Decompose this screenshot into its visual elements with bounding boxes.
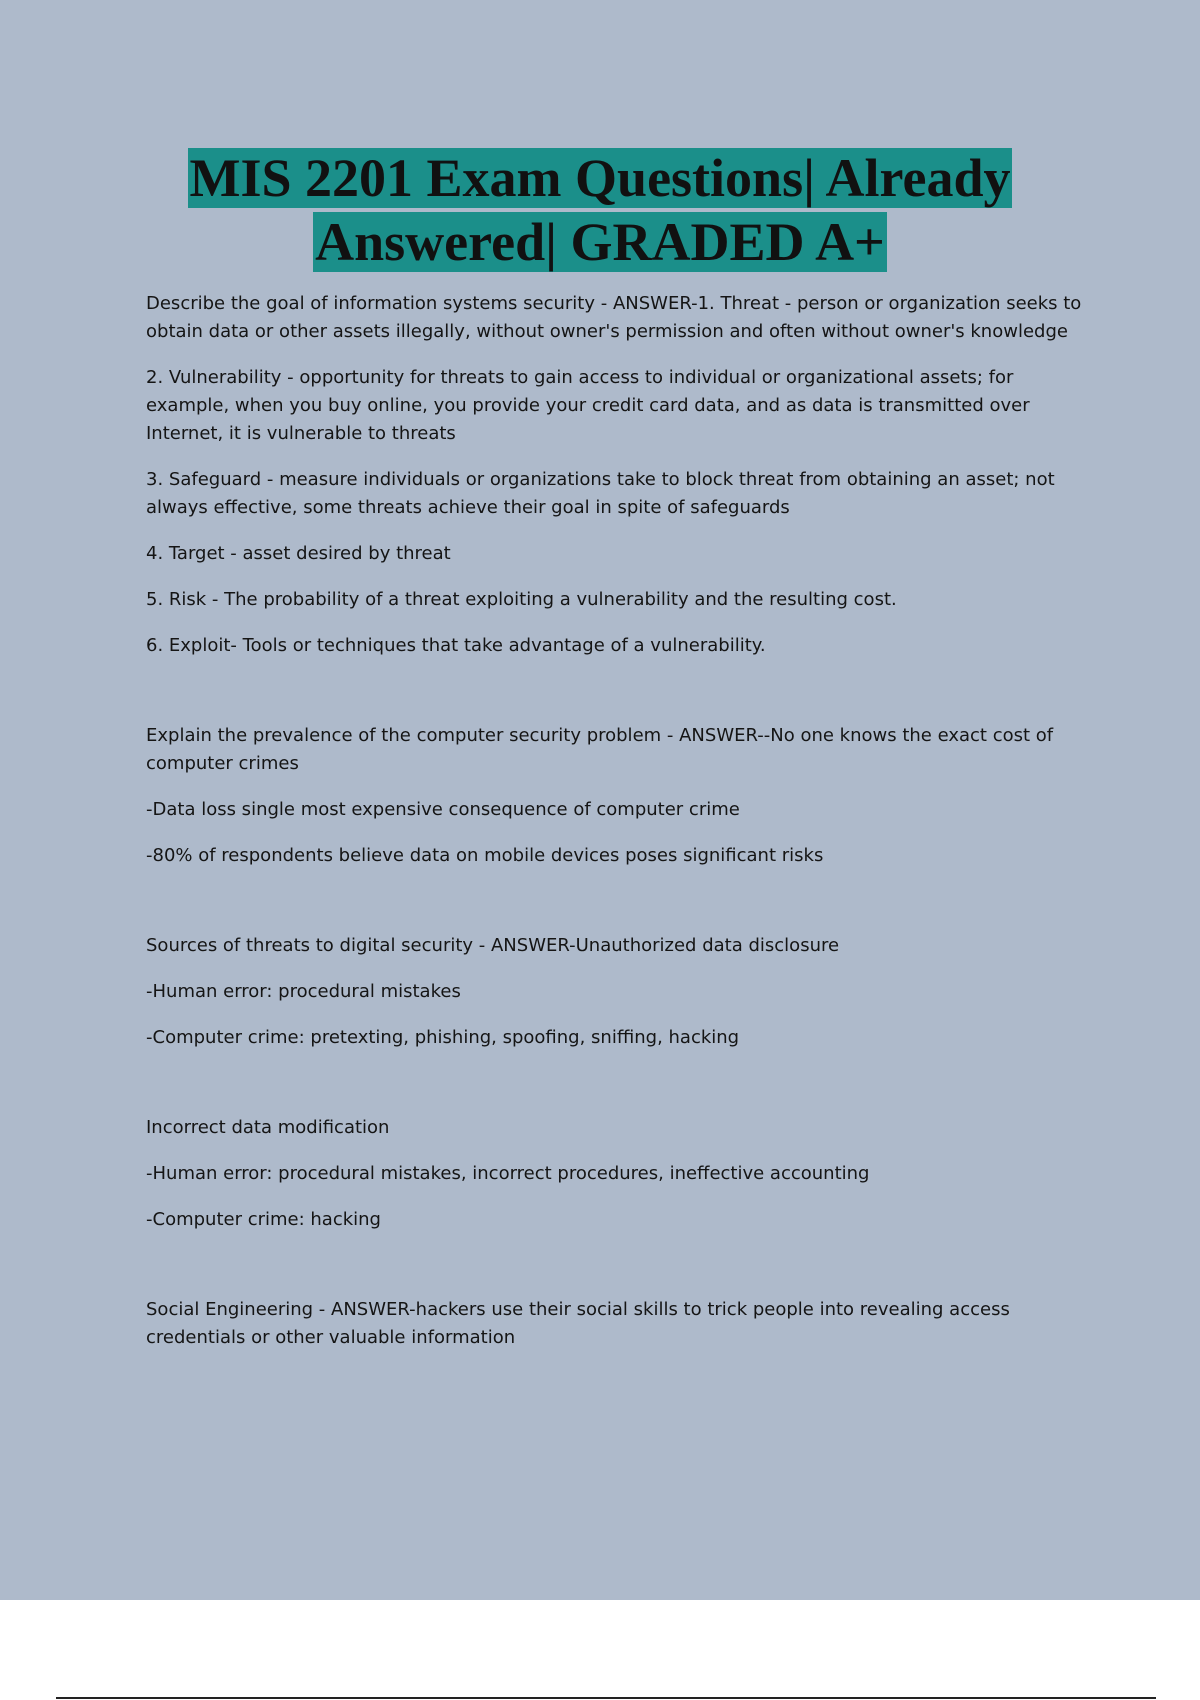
paragraph-exploit: 6. Exploit- Tools or techniques that take advantage of a vulnerability. xyxy=(146,635,766,656)
paragraph-human-error-modification: -Human error: procedural mistakes, incorrect procedures, ineffective accounting xyxy=(146,1163,870,1184)
paragraph-target: 4. Target - asset desired by threat xyxy=(146,543,451,564)
document-title xyxy=(0,146,1200,274)
paragraph-computer-crime-disclosure: -Computer crime: pretexting, phishing, spoofing, sniffing, hacking xyxy=(146,1027,740,1048)
paragraph-data-loss: -Data loss single most expensive consequence of computer crime xyxy=(146,799,740,820)
paragraph-mobile-risk: -80% of respondents believe data on mobile devices poses significant risks xyxy=(146,845,824,866)
paragraph-vulnerability: 2. Vulnerability - opportunity for threats to gain access to individual or organizational assets; for example, when you buy online, you provide your credit card data, and as data is transmitted over Internet, it is vulnerable to threats xyxy=(146,367,1030,444)
section-spacer xyxy=(146,888,1086,932)
title-line-1: MIS 2201 Exam Questions| Already xyxy=(189,148,1011,208)
paragraph-safeguard: 3. Safeguard - measure individuals or organizations take to block threat from obtaining an asset; not always effective, some threats achieve their goal in spite of safeguards xyxy=(146,469,1055,518)
paragraph-incorrect-data-modification: Incorrect data modification xyxy=(146,1117,390,1138)
paragraph-computer-crime-modification: -Computer crime: hacking xyxy=(146,1209,381,1230)
section-spacer xyxy=(146,1252,1086,1296)
section-spacer xyxy=(146,1070,1086,1114)
paragraph-goal-of-is-security: Describe the goal of information systems security - ANSWER-1. Threat - person or organization seeks to obtain data or other assets illegally, without owner's permission and often without owner's knowledge xyxy=(146,293,1082,342)
paragraph-prevalence: Explain the prevalence of the computer security problem - ANSWER--No one knows the exact cost of computer crimes xyxy=(146,725,1054,774)
paragraph-social-engineering: Social Engineering - ANSWER-hackers use their social skills to trick people into revealing access credentials or other valuable information xyxy=(146,1299,1010,1348)
paragraph-human-error-disclosure: -Human error: procedural mistakes xyxy=(146,981,461,1002)
paragraph-risk: 5. Risk - The probability of a threat exploiting a vulnerability and the resulting cost. xyxy=(146,589,897,610)
paragraph-sources-of-threats: Sources of threats to digital security - ANSWER-Unauthorized data disclosure xyxy=(146,935,840,956)
document-body xyxy=(146,290,1086,1370)
bottom-rule xyxy=(56,1697,1156,1699)
section-spacer xyxy=(146,678,1086,722)
title-line-2: Answered| GRADED A+ xyxy=(315,212,885,272)
